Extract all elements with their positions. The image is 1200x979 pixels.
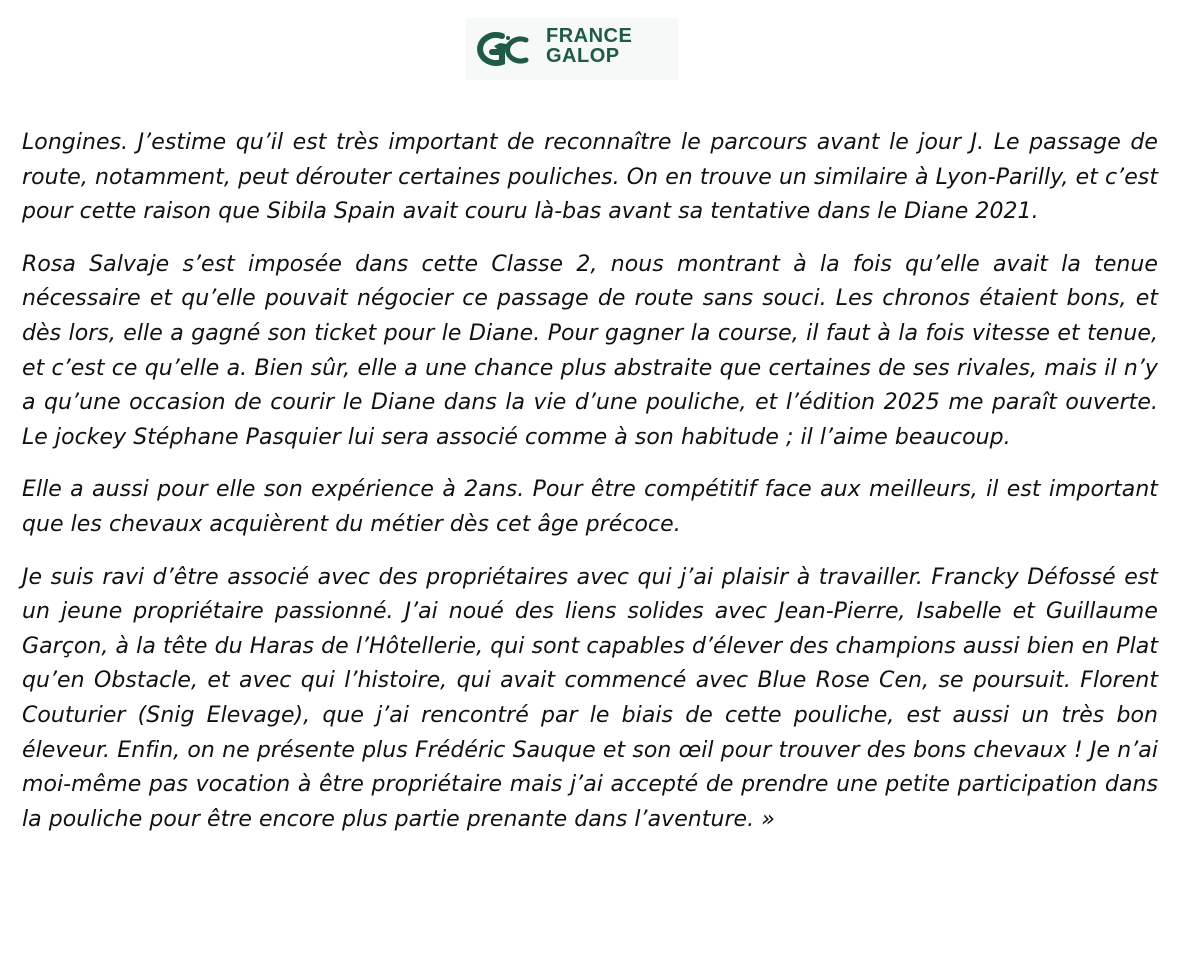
- logo-text-galop: GALOP: [546, 45, 620, 67]
- logo-text-france: FRANCE: [546, 25, 633, 47]
- paragraph-1: Longines. J’estime qu’il est très important de reconnaître le parcours avant le jour J. Le passage de route, notamment, peut dérouter certaines pouliches. On en trouve un similaire à Lyon-Parilly, et c’est pour cette raison que Sibila Spain avait couru là-bas avant sa tentative dans le Diane 2021.: [22, 130, 1158, 225]
- galloping-horse-icon: [466, 18, 546, 80]
- paragraph-2: Rosa Salvaje s’est imposée dans cette Classe 2, nous montrant à la fois qu’elle avait la tenue nécessaire et qu’elle pouvait négocier ce passage de route sans souci. Les chronos étaient bons, et dès lors, elle a gagné son ticket pour le Diane. Pour gagner la course, il faut à la fois vitesse et tenue, et c’est ce qu’elle a. Bien sûr, elle a une chance plus abstraite que certaines de ses rivales, mais il n’y a qu’une occasion de courir le Diane dans la vie d’une pouliche, et l’édition 2025 me paraît ouverte. Le jockey Stéphane Pasquier lui sera associé comme à son habitude ; il l’aime beaucoup.: [22, 251, 1158, 450]
- logo-wordmark: [546, 26, 632, 66]
- paragraph-3: Elle a aussi pour elle son expérience à 2ans. Pour être compétitif face aux meilleurs, il est important que les chevaux acquièrent du métier dès cet âge précoce.: [22, 477, 1158, 537]
- article-body: [22, 126, 1158, 855]
- paragraph-4: Je suis ravi d’être associé avec des propriétaires avec qui j’ai plaisir à travailler. Francky Défossé est un jeune propriétaire passionné. J’ai noué des liens solides avec Jean-Pierre, Isabelle et Guillaume Garçon, à la tête du Haras de l’Hôtellerie, qui sont capables d’élever des champions aussi bien en Plat qu’en Obstacle, et avec qui l’histoire, qui avait commencé avec Blue Rose Cen, se poursuit. Florent Couturier (Snig Elevage), que j’ai rencontré par le biais de cette pouliche, est aussi un très bon éleveur. Enfin, on ne présente plus Frédéric Sauque et son œil pour trouver des bons chevaux ! Je n’ai moi-même pas vocation à être propriétaire mais j’ai accepté de prendre une petite participation dans la pouliche pour être encore plus partie prenante dans l’aventure. »: [22, 564, 1158, 832]
- page-header: [0, 0, 1200, 90]
- france-galop-logo: [466, 18, 678, 80]
